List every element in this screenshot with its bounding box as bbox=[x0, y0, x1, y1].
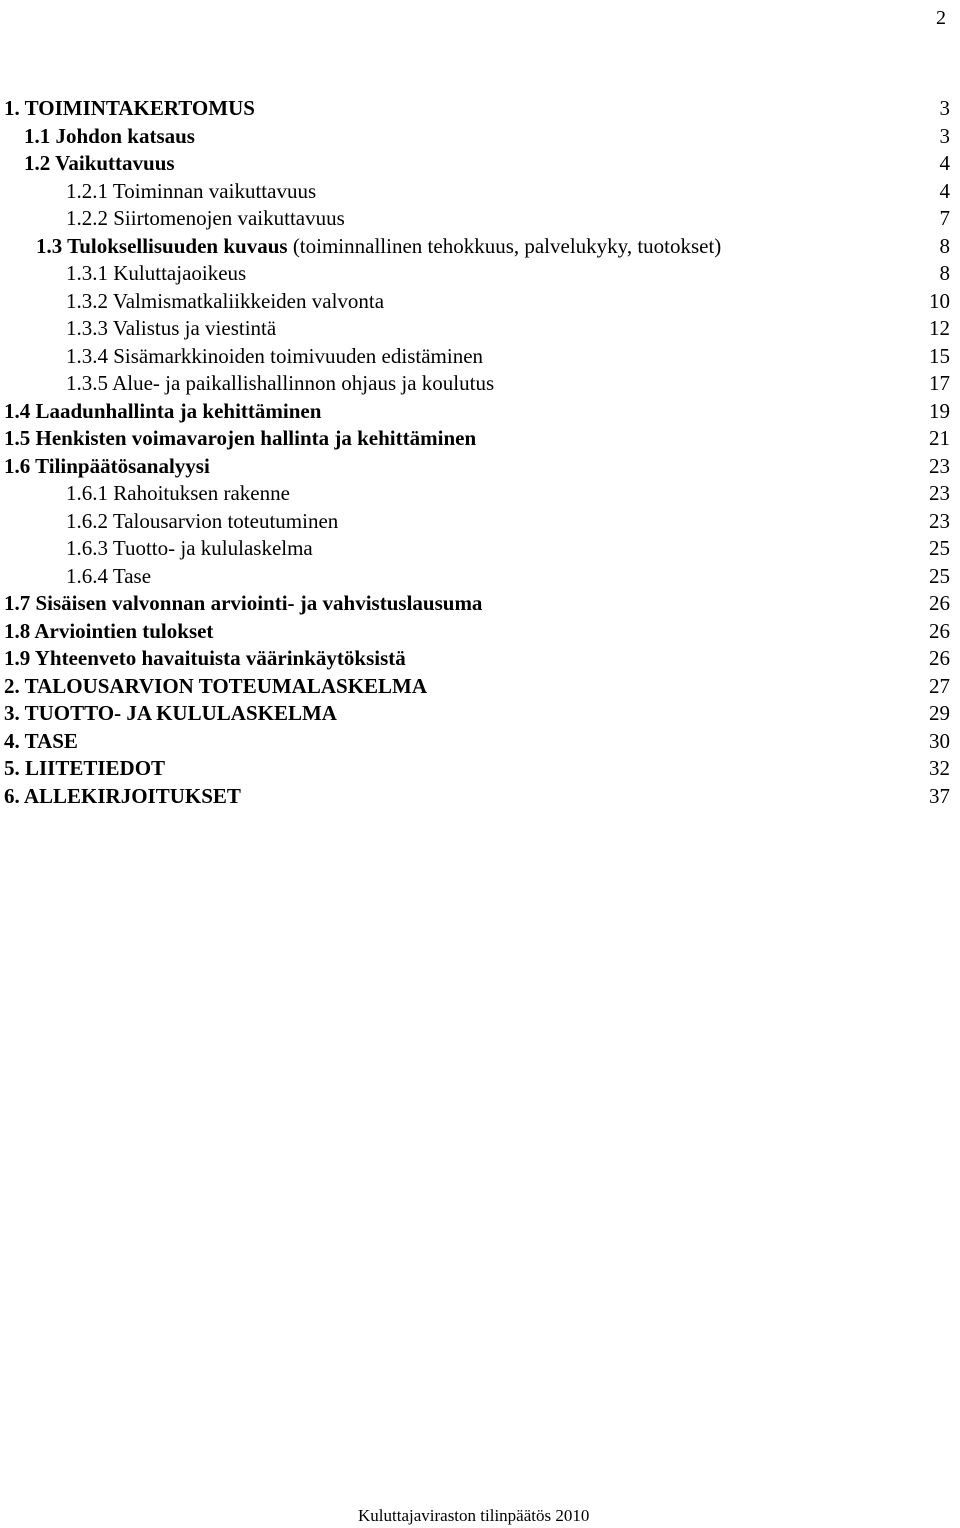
toc-entry-page: 27 bbox=[929, 673, 950, 698]
toc-entry[interactable] bbox=[0, 150, 960, 178]
toc-entry-page: 8 bbox=[939, 233, 950, 258]
page-number: 2 bbox=[936, 7, 946, 29]
toc-entry-title: 1.2.1 Toiminnan vaikuttavuus bbox=[66, 178, 317, 203]
toc-entry-page: 23 bbox=[929, 508, 950, 533]
toc-entry[interactable] bbox=[0, 453, 960, 481]
table-of-contents bbox=[0, 95, 960, 810]
toc-entry[interactable] bbox=[0, 755, 960, 783]
toc-entry-page: 4 bbox=[939, 178, 950, 203]
toc-entry-page: 21 bbox=[929, 426, 950, 450]
toc-entry-page: 26 bbox=[929, 591, 950, 615]
toc-entry-page: 15 bbox=[929, 343, 950, 368]
toc-entry[interactable] bbox=[0, 783, 960, 811]
toc-entry[interactable] bbox=[0, 123, 960, 151]
toc-entry[interactable] bbox=[0, 535, 960, 563]
toc-entry-title: 1.5 Henkisten voimavarojen hallinta ja kehittäminen bbox=[4, 426, 477, 450]
toc-entry-title: 1.3 Tuloksellisuuden kuvaus bbox=[36, 233, 288, 258]
toc-entry-title: 1.3.1 Kuluttajaoikeus bbox=[66, 261, 247, 285]
toc-entry[interactable] bbox=[0, 95, 960, 123]
toc-entry-title: 1.4 Laadunhallinta ja kehittäminen bbox=[4, 398, 322, 423]
toc-entry-page: 23 bbox=[929, 453, 950, 478]
toc-entry-title: 5. LIITETIEDOT bbox=[4, 756, 166, 780]
toc-entry-title: 1.6.4 Tase bbox=[66, 563, 152, 588]
toc-entry[interactable] bbox=[0, 425, 960, 453]
toc-entry[interactable] bbox=[0, 728, 960, 756]
toc-entry-page: 8 bbox=[939, 261, 950, 285]
toc-entry-title: 1.6.3 Tuotto- ja kululaskelma bbox=[66, 536, 313, 560]
toc-entry-title: 3. TUOTTO- JA KULULASKELMA bbox=[4, 701, 337, 725]
toc-entry[interactable] bbox=[0, 563, 960, 591]
toc-entry[interactable] bbox=[0, 233, 960, 261]
toc-entry[interactable] bbox=[0, 178, 960, 206]
toc-entry-page: 25 bbox=[929, 536, 950, 560]
page-footer: Kuluttajaviraston tilinpäätös 2010 bbox=[358, 1506, 590, 1525]
toc-entry[interactable] bbox=[0, 590, 960, 618]
toc-entry-title-group bbox=[36, 233, 721, 260]
toc-entry-page: 12 bbox=[929, 316, 950, 340]
toc-entry-page: 3 bbox=[939, 123, 950, 148]
toc-entry-title: 1.2 Vaikuttavuus bbox=[24, 151, 175, 175]
toc-entry-page: 10 bbox=[929, 288, 950, 313]
toc-entry-page: 17 bbox=[929, 371, 950, 395]
toc-entry-title: 1. TOIMINTAKERTOMUS bbox=[4, 96, 255, 120]
toc-entry-title: 1.3.4 Sisämarkkinoiden toimivuuden edistäminen bbox=[66, 343, 484, 368]
toc-entry[interactable] bbox=[0, 343, 960, 371]
toc-entry-page: 37 bbox=[929, 783, 950, 808]
toc-entry[interactable] bbox=[0, 508, 960, 536]
toc-entry[interactable] bbox=[0, 398, 960, 426]
toc-entry-page: 26 bbox=[929, 646, 950, 670]
toc-entry-page: 3 bbox=[939, 96, 950, 120]
toc-entry-title: 6. ALLEKIRJOITUKSET bbox=[4, 783, 241, 808]
toc-entry[interactable] bbox=[0, 205, 960, 233]
toc-entry-page: 19 bbox=[929, 398, 950, 423]
toc-entry[interactable] bbox=[0, 645, 960, 673]
toc-entry-page: 23 bbox=[929, 481, 950, 505]
toc-entry-page: 32 bbox=[929, 756, 950, 780]
toc-entry-title: 1.3.2 Valmismatkaliikkeiden valvonta bbox=[66, 288, 385, 313]
toc-entry-title: 2. TALOUSARVION TOTEUMALASKELMA bbox=[4, 673, 428, 698]
toc-entry-title: 1.6.1 Rahoituksen rakenne bbox=[66, 481, 290, 505]
toc-entry-page: 4 bbox=[939, 151, 950, 175]
toc-entry-page: 30 bbox=[929, 728, 950, 753]
toc-entry[interactable] bbox=[0, 260, 960, 288]
toc-entry-title: 1.3.3 Valistus ja viestintä bbox=[66, 316, 277, 340]
toc-entry-title: 1.6.2 Talousarvion toteutuminen bbox=[66, 508, 339, 533]
toc-entry-title: 1.9 Yhteenveto havaituista väärinkäytöksistä bbox=[4, 646, 406, 670]
toc-entry-title: 1.1 Johdon katsaus bbox=[24, 123, 195, 148]
toc-entry-title: 4. TASE bbox=[4, 728, 78, 753]
toc-entry-page: 26 bbox=[929, 618, 950, 643]
toc-entry[interactable] bbox=[0, 700, 960, 728]
toc-entry-title: 1.8 Arviointien tulokset bbox=[4, 618, 214, 643]
toc-entry[interactable] bbox=[0, 315, 960, 343]
toc-entry-page: 7 bbox=[939, 206, 950, 230]
toc-entry[interactable] bbox=[0, 288, 960, 316]
toc-entry-title: 1.2.2 Siirtomenojen vaikuttavuus bbox=[66, 206, 345, 230]
toc-entry-page: 25 bbox=[929, 563, 950, 588]
toc-entry-title-suffix: (toiminnallinen tehokkuus, palvelukyky, tuotokset) bbox=[287, 233, 722, 258]
toc-entry[interactable] bbox=[0, 480, 960, 508]
toc-entry-title: 1.7 Sisäisen valvonnan arviointi- ja vahvistuslausuma bbox=[4, 591, 483, 615]
toc-entry-title: 1.6 Tilinpäätösanalyysi bbox=[4, 453, 210, 478]
toc-entry[interactable] bbox=[0, 370, 960, 398]
toc-entry-page: 29 bbox=[929, 701, 950, 725]
toc-entry[interactable] bbox=[0, 618, 960, 646]
toc-entry[interactable] bbox=[0, 673, 960, 701]
toc-entry-title: 1.3.5 Alue- ja paikallishallinnon ohjaus ja koulutus bbox=[66, 371, 495, 395]
